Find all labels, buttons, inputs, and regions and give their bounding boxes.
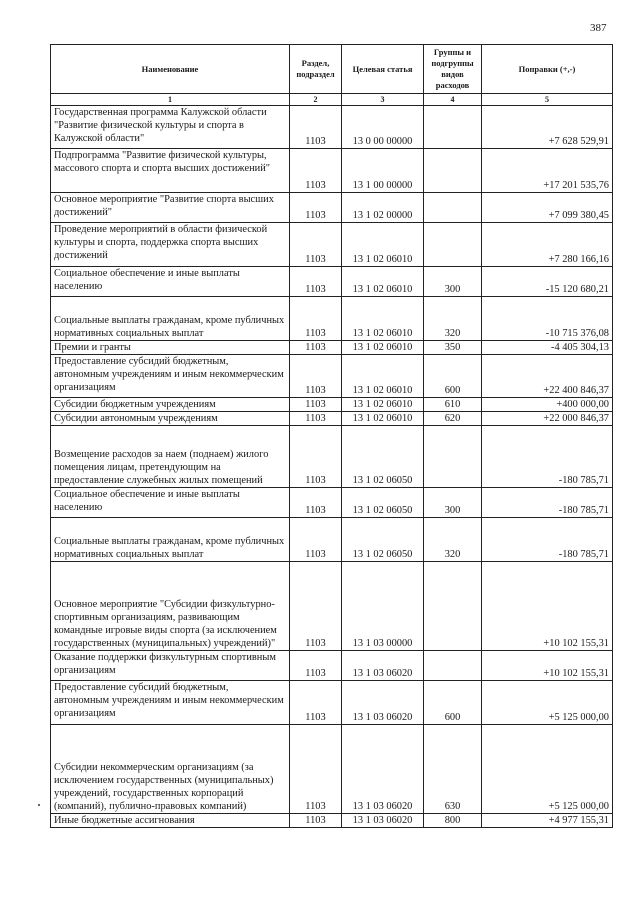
column-number-row — [51, 94, 613, 106]
row-amount: +400 000,00 — [482, 398, 613, 412]
column-number: 1 — [51, 94, 290, 106]
table-row — [51, 488, 613, 518]
table-row — [51, 297, 613, 341]
row-name: Субсидии бюджетным учреждениям — [51, 398, 290, 412]
row-amount: +10 102 155,31 — [482, 651, 613, 681]
row-group: 320 — [424, 518, 482, 562]
table-row — [51, 518, 613, 562]
row-article: 13 1 02 06010 — [342, 398, 424, 412]
row-section: 1103 — [290, 562, 342, 651]
scan-dot — [38, 804, 40, 806]
row-article: 13 1 03 06020 — [342, 651, 424, 681]
row-amount: +4 977 155,31 — [482, 814, 613, 828]
row-name: Премии и гранты — [51, 341, 290, 355]
row-group — [424, 106, 482, 149]
row-amount: +5 125 000,00 — [482, 725, 613, 814]
row-article: 13 1 02 00000 — [342, 193, 424, 223]
row-name: Предоставление субсидий бюджетным, автономным учреждениям и иным некоммерческим организациям — [51, 355, 290, 398]
row-section: 1103 — [290, 518, 342, 562]
row-section: 1103 — [290, 193, 342, 223]
row-group: 300 — [424, 267, 482, 297]
row-group: 300 — [424, 488, 482, 518]
page-number: 387 — [590, 22, 607, 34]
row-article: 13 1 02 06050 — [342, 488, 424, 518]
table-row — [51, 725, 613, 814]
row-name: Предоставление субсидий бюджетным, автономным учреждениям и иным некоммерческим организациям — [51, 681, 290, 725]
row-name: Социальные выплаты гражданам, кроме публичных нормативных социальных выплат — [51, 518, 290, 562]
row-amount: -15 120 680,21 — [482, 267, 613, 297]
row-section: 1103 — [290, 681, 342, 725]
row-article: 13 0 00 00000 — [342, 106, 424, 149]
row-article: 13 1 02 06010 — [342, 223, 424, 267]
row-name: Основное мероприятие "Субсидии физкультурно-спортивным организациям, развивающим командные игровые виды спорта (за исключением государственных (муниципальных) учреждений)" — [51, 562, 290, 651]
table-row — [51, 223, 613, 267]
column-header-name: Наименование — [51, 45, 290, 94]
row-article: 13 1 02 06010 — [342, 412, 424, 426]
row-section: 1103 — [290, 355, 342, 398]
row-amount: +17 201 535,76 — [482, 149, 613, 193]
row-section: 1103 — [290, 267, 342, 297]
table-row — [51, 412, 613, 426]
row-group — [424, 223, 482, 267]
row-amount: -4 405 304,13 — [482, 341, 613, 355]
row-group: 630 — [424, 725, 482, 814]
row-section: 1103 — [290, 341, 342, 355]
row-name: Государственная программа Калужской области "Развитие физической культуры и спорта в Калужской области" — [51, 106, 290, 149]
row-section: 1103 — [290, 412, 342, 426]
row-section: 1103 — [290, 106, 342, 149]
table-row — [51, 341, 613, 355]
column-header-amount: Поправки (+,-) — [482, 45, 613, 94]
row-section: 1103 — [290, 488, 342, 518]
row-group — [424, 651, 482, 681]
table-row — [51, 426, 613, 488]
row-amount: +22 400 846,37 — [482, 355, 613, 398]
row-group — [424, 426, 482, 488]
row-section: 1103 — [290, 149, 342, 193]
row-group: 320 — [424, 297, 482, 341]
row-amount: -180 785,71 — [482, 518, 613, 562]
row-name: Субсидии автономным учреждениям — [51, 412, 290, 426]
row-name: Проведение мероприятий в области физической культуры и спорта, поддержка спорта высших достижений — [51, 223, 290, 267]
table-row — [51, 106, 613, 149]
column-number: 4 — [424, 94, 482, 106]
table-row — [51, 398, 613, 412]
column-number: 3 — [342, 94, 424, 106]
row-amount: +10 102 155,31 — [482, 562, 613, 651]
table-row — [51, 814, 613, 828]
row-group — [424, 193, 482, 223]
row-name: Возмещение расходов за наем (поднаем) жилого помещения лицам, претендующим на предоставление служебных жилых помещений — [51, 426, 290, 488]
row-name: Оказание поддержки физкультурным спортивным организациям — [51, 651, 290, 681]
row-amount: +7 280 166,16 — [482, 223, 613, 267]
row-group — [424, 149, 482, 193]
row-article: 13 1 02 06010 — [342, 341, 424, 355]
row-group: 600 — [424, 681, 482, 725]
table-row — [51, 562, 613, 651]
row-amount: -10 715 376,08 — [482, 297, 613, 341]
table-row — [51, 149, 613, 193]
row-article: 13 1 03 06020 — [342, 681, 424, 725]
row-amount: +7 099 380,45 — [482, 193, 613, 223]
row-name: Иные бюджетные ассигнования — [51, 814, 290, 828]
row-section: 1103 — [290, 725, 342, 814]
row-amount: +7 628 529,91 — [482, 106, 613, 149]
column-number: 5 — [482, 94, 613, 106]
row-group: 800 — [424, 814, 482, 828]
row-amount: -180 785,71 — [482, 426, 613, 488]
row-name: Основное мероприятие "Развитие спорта высших достижений" — [51, 193, 290, 223]
row-amount: -180 785,71 — [482, 488, 613, 518]
table-row — [51, 681, 613, 725]
table-row — [51, 355, 613, 398]
row-section: 1103 — [290, 426, 342, 488]
row-name: Подпрограмма "Развитие физической культуры, массового спорта и спорта высших достижений" — [51, 149, 290, 193]
row-section: 1103 — [290, 814, 342, 828]
row-amount: +22 000 846,37 — [482, 412, 613, 426]
header-row — [51, 45, 613, 94]
row-section: 1103 — [290, 223, 342, 267]
row-group: 620 — [424, 412, 482, 426]
row-group: 350 — [424, 341, 482, 355]
row-article: 13 1 03 00000 — [342, 562, 424, 651]
row-name: Субсидии некоммерческим организациям (за исключением государственных (муниципальных) учреждений, государственных корпораций (компаний), публично-правовых компаний) — [51, 725, 290, 814]
table-row — [51, 651, 613, 681]
row-article: 13 1 03 06020 — [342, 814, 424, 828]
column-header-section: Раздел, подраздел — [290, 45, 342, 94]
row-section: 1103 — [290, 398, 342, 412]
row-section: 1103 — [290, 651, 342, 681]
budget-table — [50, 44, 613, 828]
row-article: 13 1 02 06050 — [342, 426, 424, 488]
row-article: 13 1 02 06010 — [342, 355, 424, 398]
row-article: 13 1 02 06010 — [342, 267, 424, 297]
column-number: 2 — [290, 94, 342, 106]
row-article: 13 1 03 06020 — [342, 725, 424, 814]
row-name: Социальные выплаты гражданам, кроме публичных нормативных социальных выплат — [51, 297, 290, 341]
row-name: Социальное обеспечение и иные выплаты населению — [51, 267, 290, 297]
row-section: 1103 — [290, 297, 342, 341]
column-header-group: Группы и подгруппы видов расходов — [424, 45, 482, 94]
table-row — [51, 267, 613, 297]
row-article: 13 1 02 06010 — [342, 297, 424, 341]
row-article: 13 1 02 06050 — [342, 518, 424, 562]
column-header-article: Целевая статья — [342, 45, 424, 94]
row-name: Социальное обеспечение и иные выплаты населению — [51, 488, 290, 518]
row-amount: +5 125 000,00 — [482, 681, 613, 725]
row-article: 13 1 00 00000 — [342, 149, 424, 193]
row-group: 610 — [424, 398, 482, 412]
row-group — [424, 562, 482, 651]
row-group: 600 — [424, 355, 482, 398]
table-row — [51, 193, 613, 223]
